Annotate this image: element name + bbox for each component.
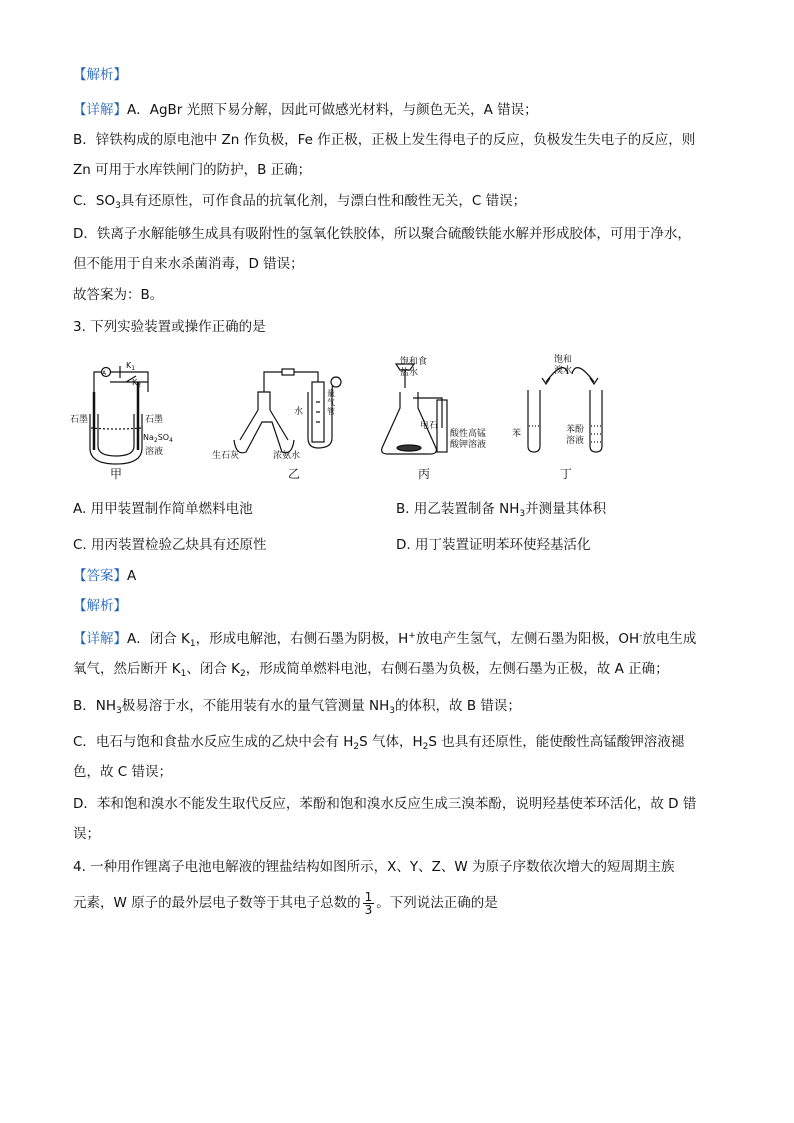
electrolyte-label: $Na_2SO_4$ — [143, 433, 173, 444]
detail-d-line2: 但不能用于自来水杀菌消毒，D 错误； — [73, 256, 304, 272]
detail-d-line1: D．铁离子水解能够生成具有吸附性的氢氧化铁胶体，所以聚合硫酸铁能水解并形成胶体，可用于净水， — [73, 226, 691, 242]
detail-b-line2: Zn 可用于水库铁闸门的防护，B 正确； — [73, 162, 312, 178]
caption-yi: 乙 — [288, 467, 301, 481]
apparatus-ding — [528, 368, 602, 452]
fraction-one-third: $\frac{1}{3}$ — [364, 889, 373, 917]
detail3-d-line1: D．苯和饱和溴水不能发生取代反应，苯酚和饱和溴水反应生成三溴苯酚，说明羟基使苯环活化，故 D 错 — [73, 796, 697, 812]
lime-label: 生石灰 — [212, 451, 240, 461]
ammeter-label: A — [102, 370, 107, 377]
answer-3: 【答案】A — [73, 568, 137, 584]
apparatus-yi — [234, 369, 341, 453]
brine-label-2: 盐水 — [400, 368, 419, 378]
graphite-right-label: 石墨 — [145, 415, 164, 425]
detail-heading: 【详解】 — [73, 102, 127, 118]
detail3-b: B．$NH_3$极易溶于水，不能用装有水的量气管测量 $NH_3$的体积，故 B 错误； — [73, 698, 521, 716]
answer-heading: 【答案】 — [73, 568, 127, 584]
question-3-stem: 3. 下列实验装置或操作正确的是 — [73, 319, 266, 335]
detail3-a-line1: 【详解】A．闭合 $K_1$，形成电解池，右侧石墨为阴极，H+放电产生氢气，左侧石墨为阳极，OH-放电生成 — [73, 631, 697, 649]
bromine-label-2: 溴水 — [554, 366, 573, 376]
gas-tube-label-1: 量 — [327, 389, 335, 398]
option-b: B. 用乙装置制备 $NH_3$并测量其体积 — [396, 501, 607, 519]
detail3-d-line2: 误； — [73, 826, 100, 842]
analysis-3-heading: 【解析】 — [73, 598, 127, 614]
detail-a: 【详解】A．AgBr 光照下易分解，因此可做感光材料，与颜色无关，A 错误； — [73, 102, 538, 118]
option-c: C. 用丙装置检验乙炔具有还原性 — [73, 537, 267, 553]
brine-label-1: 饱和食 — [400, 357, 428, 367]
option-a: A. 用甲装置制作简单燃料电池 — [73, 501, 253, 517]
detail-c: C．$SO_3$具有还原性，可作食品的抗氧化剂，与漂白性和酸性无关，C 错误； — [73, 193, 527, 211]
conclusion: 故答案为：B。 — [73, 287, 164, 303]
question-4-line1: 4. 一种用作锂离子电池电解液的锂盐结构如图所示，X、Y、Z、W 为原子序数依次增大的短周期主族 — [73, 859, 675, 875]
solution-label: 溶液 — [145, 447, 164, 457]
detail3-a-line2: 氧气，然后断开 $K_1$、闭合 $K_2$，形成简单燃料电池，右侧石墨为负极，左侧石墨为正极，故 A 正确； — [73, 661, 669, 679]
ammonia-label: 浓氨水 — [273, 451, 301, 461]
caption-bing: 丙 — [418, 467, 431, 481]
apparatus-figure — [70, 352, 630, 482]
detail-b-line1: B．锌铁构成的原电池中 Zn 作负极，Fe 作正极，正极上发生得电子的反应，负极发生失电子的反应，则 — [73, 132, 696, 148]
graphite-left-label: 石墨 — [70, 415, 89, 425]
switch-k1: $K_1$ — [126, 361, 136, 372]
phenol-label-1: 苯酚 — [566, 425, 585, 435]
water-label: 水 — [294, 407, 304, 417]
caption-ding: 丁 — [560, 467, 573, 481]
kmno4-label-1: 酸性高锰 — [450, 429, 487, 439]
question-4-line2: 元素，W 原子的最外层电子数等于其电子总数的 $\frac{1}{3}$ 。下列说法正确的是 — [73, 889, 498, 917]
caption-jia: 甲 — [110, 467, 123, 481]
phenol-label-2: 溶液 — [566, 436, 585, 446]
bromine-label-1: 饱和 — [554, 355, 573, 365]
apparatus-jia — [90, 366, 148, 464]
benzene-label: 苯 — [512, 429, 522, 439]
detail3-heading: 【详解】 — [73, 631, 127, 647]
analysis-heading: 【解析】 — [73, 67, 127, 83]
gas-tube-label-3: 管 — [327, 407, 335, 416]
kmno4-label-2: 酸钾溶液 — [450, 440, 487, 450]
option-d: D. 用丁装置证明苯环使羟基活化 — [396, 537, 591, 553]
gas-tube-label-2: 气 — [327, 398, 335, 407]
detail3-c-line1: C．电石与饱和食盐水反应生成的乙炔中会有 $H_2S$ 气体，$H_2S$ 也具有还原性，能使酸性高锰酸钾溶液褪 — [73, 734, 685, 752]
switch-k2: $K_2$ — [132, 378, 142, 389]
carbide-label: 电石 — [420, 421, 439, 431]
detail3-c-line2: 色，故 C 错误； — [73, 764, 173, 780]
